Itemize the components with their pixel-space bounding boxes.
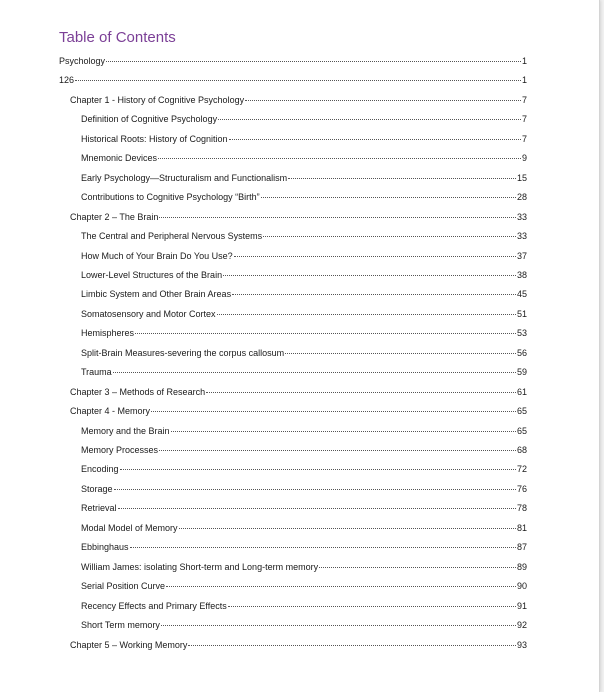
toc-entry-title: Contributions to Cognitive Psychology “Birth” bbox=[81, 192, 260, 202]
dot-leader bbox=[106, 52, 521, 64]
toc-entry-title: Hemispheres bbox=[81, 328, 135, 338]
toc-entry[interactable] bbox=[81, 227, 527, 242]
toc-entry[interactable] bbox=[81, 247, 527, 262]
toc-entry[interactable] bbox=[81, 149, 527, 164]
toc-entry[interactable] bbox=[70, 402, 527, 417]
toc-entry[interactable] bbox=[81, 344, 527, 359]
toc-entry-title: Storage bbox=[81, 484, 113, 494]
dot-leader bbox=[171, 422, 516, 434]
dot-leader bbox=[263, 227, 516, 239]
toc-entry-title: The Central and Peripheral Nervous Systems bbox=[81, 231, 263, 241]
dot-leader bbox=[151, 402, 516, 414]
toc-entry-title: How Much of Your Brain Do You Use? bbox=[81, 251, 233, 261]
toc-entry[interactable] bbox=[81, 538, 527, 553]
dot-leader bbox=[75, 71, 521, 83]
toc-entry-title: Chapter 4 - Memory bbox=[70, 406, 151, 416]
toc-entry[interactable] bbox=[81, 597, 527, 612]
toc-entry-title: Ebbinghaus bbox=[81, 542, 129, 552]
dot-leader bbox=[179, 519, 516, 531]
dot-leader bbox=[120, 460, 516, 472]
toc-entry-title: Mnemonic Devices bbox=[81, 153, 158, 163]
dot-leader bbox=[245, 91, 521, 103]
toc-entry-page-number: 45 bbox=[516, 289, 527, 299]
toc-entry-title: Chapter 5 – Working Memory bbox=[70, 640, 188, 650]
dot-leader bbox=[217, 305, 516, 317]
dot-leader bbox=[158, 149, 521, 161]
toc-entry-title: Memory Processes bbox=[81, 445, 159, 455]
toc-entry-page-number: 92 bbox=[516, 620, 527, 630]
toc-entry[interactable] bbox=[59, 52, 527, 67]
toc-entry[interactable] bbox=[59, 71, 527, 86]
toc-entry[interactable] bbox=[81, 266, 527, 281]
dot-leader bbox=[166, 577, 516, 589]
dot-leader bbox=[130, 538, 516, 550]
toc-entry[interactable] bbox=[81, 519, 527, 534]
toc-entry-title: Memory and the Brain bbox=[81, 426, 170, 436]
dot-leader bbox=[114, 480, 516, 492]
toc-entry-page-number: 53 bbox=[516, 328, 527, 338]
toc-entry-page-number: 56 bbox=[516, 348, 527, 358]
toc-entry-page-number: 81 bbox=[516, 523, 527, 533]
toc-entry-title: Somatosensory and Motor Cortex bbox=[81, 309, 216, 319]
toc-entry-title: Chapter 2 – The Brain bbox=[70, 212, 159, 222]
toc-entry-title: Limbic System and Other Brain Areas bbox=[81, 289, 232, 299]
toc-entry[interactable] bbox=[81, 324, 527, 339]
dot-leader bbox=[188, 636, 516, 648]
toc-entry-page-number: 28 bbox=[516, 192, 527, 202]
toc-entry[interactable] bbox=[81, 480, 527, 495]
toc-entry-title: Early Psychology—Structuralism and Functionalism bbox=[81, 173, 288, 183]
toc-entry-page-number: 15 bbox=[516, 173, 527, 183]
toc-entry-page-number: 33 bbox=[516, 212, 527, 222]
toc-entry-page-number: 87 bbox=[516, 542, 527, 552]
toc-entry-page-number: 7 bbox=[521, 134, 527, 144]
toc-entry-title: Chapter 1 - History of Cognitive Psychology bbox=[70, 95, 245, 105]
dot-leader bbox=[229, 130, 521, 142]
toc-entry-title: Modal Model of Memory bbox=[81, 523, 178, 533]
dot-leader bbox=[118, 499, 516, 511]
toc-entry-page-number: 1 bbox=[521, 56, 527, 66]
dot-leader bbox=[288, 169, 516, 181]
toc-entry-page-number: 65 bbox=[516, 426, 527, 436]
toc-entry[interactable] bbox=[81, 499, 527, 514]
dot-leader bbox=[218, 110, 521, 122]
toc-entry-page-number: 72 bbox=[516, 464, 527, 474]
dot-leader bbox=[223, 266, 516, 278]
toc-entry-page-number: 59 bbox=[516, 367, 527, 377]
dot-leader bbox=[234, 247, 516, 259]
toc-entry-title: 126 bbox=[59, 75, 75, 85]
dot-leader bbox=[206, 383, 516, 395]
toc-entry-title: Split-Brain Measures-severing the corpus callosum bbox=[81, 348, 285, 358]
dot-leader bbox=[232, 285, 516, 297]
toc-entry[interactable] bbox=[81, 558, 527, 573]
toc-entry[interactable] bbox=[81, 577, 527, 592]
dot-leader bbox=[135, 324, 516, 336]
toc-entry-title: Psychology bbox=[59, 56, 106, 66]
dot-leader bbox=[228, 597, 516, 609]
toc-entry[interactable] bbox=[81, 460, 527, 475]
toc-entry-page-number: 9 bbox=[521, 153, 527, 163]
toc-entry-title: Definition of Cognitive Psychology bbox=[81, 114, 218, 124]
toc-title: Table of Contents bbox=[59, 29, 176, 46]
toc-entry-title: William James: isolating Short-term and Long-term memory bbox=[81, 562, 319, 572]
toc-entry-page-number: 51 bbox=[516, 309, 527, 319]
toc-entry[interactable] bbox=[81, 305, 527, 320]
toc-entry-title: Encoding bbox=[81, 464, 119, 474]
toc-entry-page-number: 91 bbox=[516, 601, 527, 611]
toc-entry[interactable] bbox=[81, 422, 527, 437]
toc-entry[interactable] bbox=[81, 363, 527, 378]
dot-leader bbox=[319, 558, 516, 570]
toc-entry-page-number: 33 bbox=[516, 231, 527, 241]
dot-leader bbox=[159, 208, 516, 220]
toc-entry-title: Trauma bbox=[81, 367, 112, 377]
toc-entry-page-number: 7 bbox=[521, 114, 527, 124]
toc-entry[interactable] bbox=[70, 636, 527, 651]
toc-entry-title: Retrieval bbox=[81, 503, 117, 513]
toc-entry-page-number: 76 bbox=[516, 484, 527, 494]
dot-leader bbox=[285, 344, 516, 356]
toc-entry[interactable] bbox=[81, 110, 527, 125]
toc-entry[interactable] bbox=[81, 616, 527, 631]
toc-entry-page-number: 93 bbox=[516, 640, 527, 650]
toc-entry[interactable] bbox=[70, 208, 527, 223]
toc-entry-page-number: 1 bbox=[521, 75, 527, 85]
toc-entry-page-number: 37 bbox=[516, 251, 527, 261]
dot-leader bbox=[161, 616, 516, 628]
dot-leader bbox=[113, 363, 516, 375]
toc-entry-page-number: 68 bbox=[516, 445, 527, 455]
toc-entry[interactable] bbox=[81, 169, 527, 184]
toc-entry[interactable] bbox=[81, 188, 527, 203]
toc-entry-page-number: 78 bbox=[516, 503, 527, 513]
toc-entry[interactable] bbox=[81, 130, 527, 145]
toc-entry-title: Lower-Level Structures of the Brain bbox=[81, 270, 223, 280]
toc-entry-title: Chapter 3 – Methods of Research bbox=[70, 387, 206, 397]
dot-leader bbox=[261, 188, 516, 200]
toc-entry[interactable] bbox=[70, 91, 527, 106]
toc-entry[interactable] bbox=[70, 383, 527, 398]
toc-entry-page-number: 65 bbox=[516, 406, 527, 416]
toc-entry-page-number: 61 bbox=[516, 387, 527, 397]
toc-entry[interactable] bbox=[81, 285, 527, 300]
toc-entry-page-number: 90 bbox=[516, 581, 527, 591]
dot-leader bbox=[159, 441, 516, 453]
toc-entry[interactable] bbox=[81, 441, 527, 456]
toc-entry-page-number: 89 bbox=[516, 562, 527, 572]
toc-entry-title: Serial Position Curve bbox=[81, 581, 166, 591]
toc-entry-page-number: 38 bbox=[516, 270, 527, 280]
toc-entry-title: Short Term memory bbox=[81, 620, 160, 630]
toc-entry-page-number: 7 bbox=[521, 95, 527, 105]
toc-entry-title: Recency Effects and Primary Effects bbox=[81, 601, 227, 611]
toc-entry-title: Historical Roots: History of Cognition bbox=[81, 134, 228, 144]
